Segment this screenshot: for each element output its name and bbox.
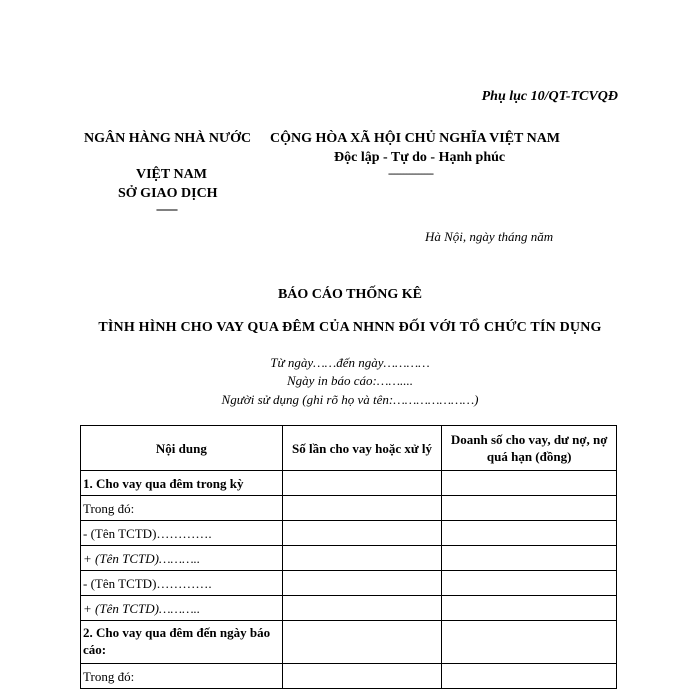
row-label: Trong đó: xyxy=(81,496,283,521)
table-row xyxy=(81,496,617,521)
amount-cell[interactable] xyxy=(442,621,617,664)
report-print-date: Ngày in báo cáo:…….... xyxy=(286,373,414,388)
amount-cell[interactable] xyxy=(442,664,617,689)
national-title: CỘNG HÒA XÃ HỘI CHỦ NGHĨA VIỆT NAM xyxy=(270,131,561,146)
amount-cell[interactable] xyxy=(442,471,617,496)
row-label: + (Tên TCTD)……….. xyxy=(81,596,283,621)
count-cell[interactable] xyxy=(282,546,442,571)
org-name-line1: NGÂN HÀNG NHÀ NƯỚC xyxy=(84,131,252,146)
count-cell[interactable] xyxy=(282,471,442,496)
national-motto: Độc lập - Tự do - Hạnh phúc xyxy=(334,150,506,165)
count-cell[interactable] xyxy=(282,521,442,546)
org-name-line2: VIỆT NAM xyxy=(136,167,207,182)
header-amount: Doanh số cho vay, dư nợ, nợ quá hạn (đồng) xyxy=(442,426,617,471)
statistics-table xyxy=(80,425,617,689)
org-department: SỞ GIAO DỊCH xyxy=(118,186,218,201)
table-row xyxy=(81,471,617,496)
count-cell[interactable] xyxy=(282,596,442,621)
report-subtitle: TÌNH HÌNH CHO VAY QUA ĐÊM CỦA NHNN ĐỐI VỚI TỔ CHỨC TÍN DỤNG xyxy=(98,320,602,335)
place-date: Hà Nội, ngày tháng năm xyxy=(425,229,554,244)
table-row xyxy=(81,664,617,689)
count-cell[interactable] xyxy=(282,571,442,596)
table-row xyxy=(81,596,617,621)
count-cell[interactable] xyxy=(282,621,442,664)
count-cell[interactable] xyxy=(282,664,442,689)
appendix-label: Phụ lục 10/QT-TCVQĐ xyxy=(481,89,618,104)
amount-cell[interactable] xyxy=(442,521,617,546)
amount-cell[interactable] xyxy=(442,546,617,571)
amount-cell[interactable] xyxy=(442,496,617,521)
header-count: Số lần cho vay hoặc xử lý xyxy=(282,426,442,471)
count-cell[interactable] xyxy=(282,496,442,521)
org-divider: ------- xyxy=(156,202,177,216)
row-label: 1. Cho vay qua đêm trong kỳ xyxy=(81,471,283,496)
table-row xyxy=(81,621,617,664)
amount-cell[interactable] xyxy=(442,571,617,596)
table-header-row xyxy=(81,426,617,471)
row-label: Trong đó: xyxy=(81,664,283,689)
row-label: + (Tên TCTD)……….. xyxy=(81,546,283,571)
table-row xyxy=(81,521,617,546)
table-row xyxy=(81,571,617,596)
motto-divider: --------------- xyxy=(388,166,433,180)
amount-cell[interactable] xyxy=(442,596,617,621)
report-title: BÁO CÁO THỐNG KÊ xyxy=(277,287,423,302)
row-label: 2. Cho vay qua đêm đến ngày báo cáo: xyxy=(81,621,283,664)
report-user: Người sử dụng (ghi rõ họ và tên:…………………) xyxy=(221,392,479,407)
report-period: Từ ngày……đến ngày………… xyxy=(270,355,430,370)
row-label: - (Tên TCTD)…………. xyxy=(81,521,283,546)
table-row xyxy=(81,546,617,571)
row-label: - (Tên TCTD)…………. xyxy=(81,571,283,596)
header-content: Nội dung xyxy=(81,426,283,471)
